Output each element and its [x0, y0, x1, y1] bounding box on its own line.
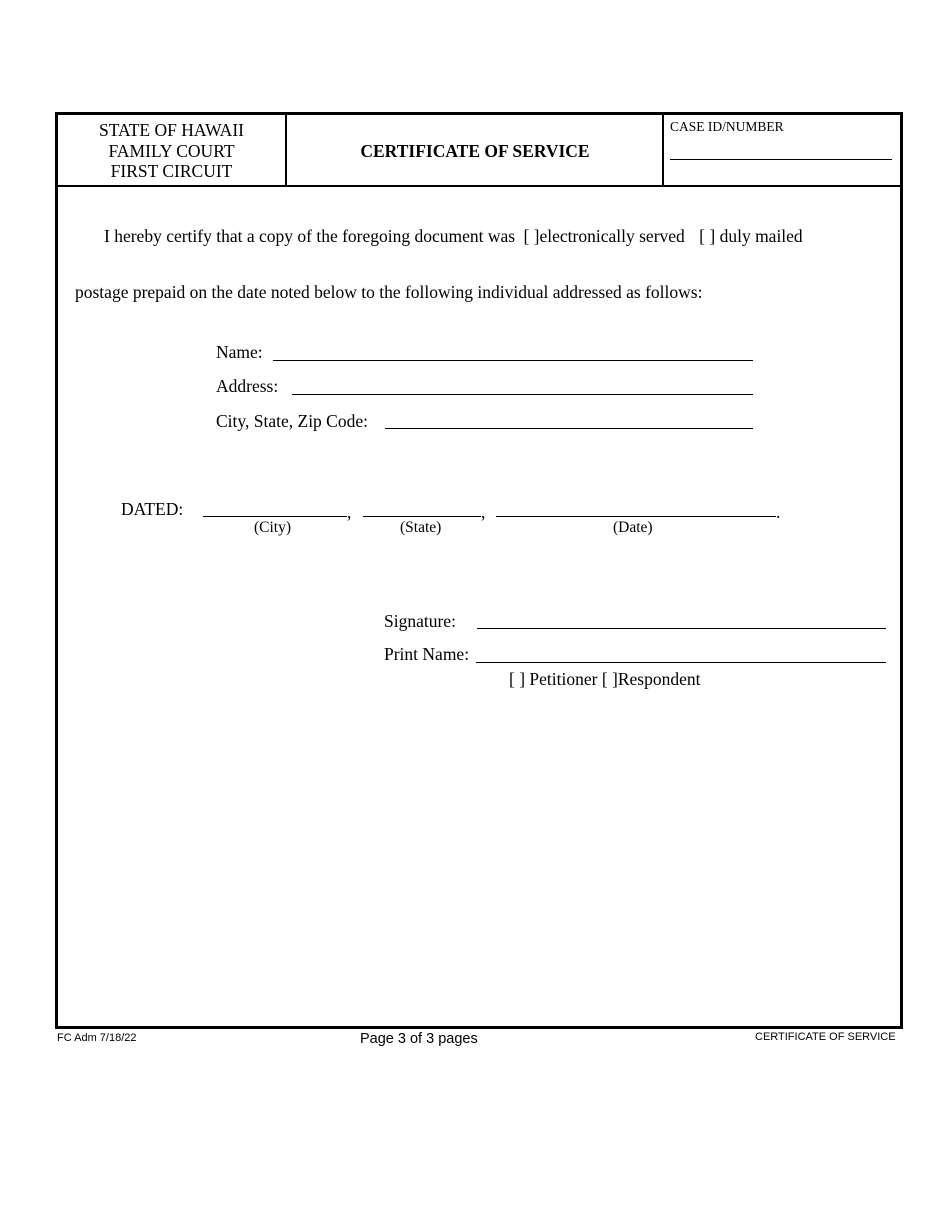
- mailed-checkbox[interactable]: [ ]: [699, 226, 716, 246]
- city-state-zip-field[interactable]: [385, 428, 753, 429]
- print-name-label: Print Name:: [384, 644, 470, 664]
- name-field[interactable]: [273, 360, 753, 361]
- case-id-label: CASE ID/NUMBER: [670, 119, 784, 134]
- dated-label: DATED:: [121, 499, 184, 519]
- party-selection: [509, 669, 701, 690]
- dated-date-field[interactable]: [496, 516, 776, 517]
- dated-city-field[interactable]: [203, 516, 347, 517]
- signature-field[interactable]: [477, 628, 886, 629]
- city-caption: (City): [254, 519, 292, 536]
- court-name: FAMILY COURT: [108, 140, 235, 161]
- certification-line-2: postage prepaid on the date noted below to the following individual addressed as follows:: [75, 282, 703, 302]
- header-column-divider: [285, 112, 287, 187]
- court-state: STATE OF HAWAII: [99, 120, 244, 140]
- petitioner-label: Petitioner: [529, 669, 598, 689]
- address-field[interactable]: [292, 394, 753, 395]
- respondent-label: Respondent: [617, 669, 701, 689]
- comma: ,: [347, 502, 352, 522]
- name-label: Name:: [216, 342, 263, 362]
- header-column-divider: [662, 112, 664, 187]
- court-circuit: FIRST CIRCUIT: [110, 161, 233, 181]
- case-id-field[interactable]: [670, 159, 892, 160]
- certification-line-1: [104, 226, 803, 247]
- date-caption: (Date): [613, 519, 653, 536]
- respondent-checkbox[interactable]: [ ]: [601, 669, 618, 689]
- certification-text: I hereby certify that a copy of the foregoing document was: [104, 226, 516, 246]
- petitioner-checkbox[interactable]: [ ]: [509, 669, 526, 689]
- electronic-served-label: electronically served: [539, 226, 685, 246]
- form-id: FC Adm 7/18/22: [57, 1032, 137, 1044]
- document-title: CERTIFICATE OF SERVICE: [360, 141, 590, 161]
- form-frame: [55, 112, 903, 1029]
- state-caption: (State): [400, 519, 442, 536]
- footer-document-name: CERTIFICATE OF SERVICE: [755, 1031, 896, 1043]
- address-label: Address:: [216, 376, 279, 396]
- court-block: [58, 120, 285, 182]
- city-state-zip-label: City, State, Zip Code:: [216, 411, 368, 431]
- print-name-field[interactable]: [476, 662, 886, 663]
- header-divider: [55, 185, 903, 187]
- mailed-label: duly mailed: [719, 226, 803, 246]
- comma: ,: [481, 502, 486, 522]
- dated-state-field[interactable]: [363, 516, 481, 517]
- page-number: Page 3 of 3 pages: [360, 1031, 478, 1047]
- electronic-served-checkbox[interactable]: [ ]: [523, 226, 540, 246]
- period: .: [776, 502, 781, 522]
- signature-label: Signature:: [384, 611, 456, 631]
